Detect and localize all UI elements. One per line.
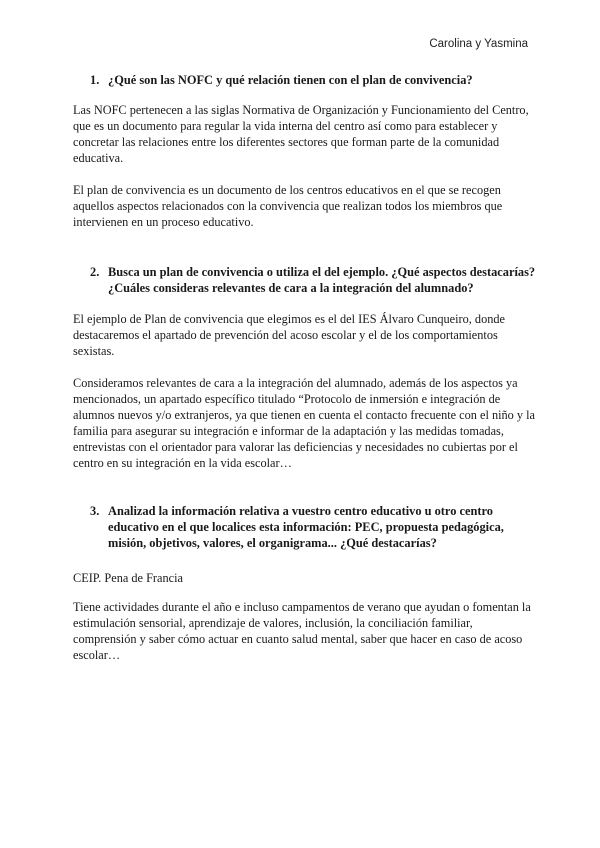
question-line: ¿Cuáles consideras relevantes de cara a la integración del alumnado?: [108, 281, 474, 295]
text-line: intervienen en un proceso educativo.: [73, 215, 254, 229]
text-line: educativa.: [73, 151, 124, 165]
question-line: Analizad la información relativa a vuestro centro educativo u otro centro: [108, 504, 493, 518]
question-line: Busca un plan de convivencia o utiliza el del ejemplo. ¿Qué aspectos destacarías?: [108, 265, 536, 279]
paragraph: [73, 311, 535, 359]
question-number: 2.: [90, 265, 100, 279]
text-line: Tiene actividades durante el año e incluso campamentos de verano que ayudan o fomentan la: [73, 600, 531, 614]
question-number: 1.: [90, 73, 100, 87]
school-name: [73, 570, 535, 586]
text-line: El plan de convivencia es un documento de los centros educativos en el que se recogen: [73, 183, 501, 197]
paragraph: [73, 599, 535, 663]
paragraph: [73, 375, 535, 471]
text-line: escolar…: [73, 648, 121, 662]
text-line: centro en su integración en la vida escolar…: [73, 456, 292, 470]
paragraph: [73, 102, 535, 166]
text-line: que es un documento para regular la vida interna del centro así como para establecer y: [73, 119, 498, 133]
text-line: CEIP. Pena de Francia: [73, 571, 183, 585]
text-line: familia para asegurar su integración e informar de la adaptación y las medidas tomadas,: [73, 424, 504, 438]
question-2-heading: [90, 264, 540, 296]
question-1-heading: [90, 72, 540, 88]
text-line: mencionados, un apartado específico titulado “Protocolo de inmersión e integración de: [73, 392, 501, 406]
header-authors: Carolina y Yasmina: [429, 38, 528, 50]
text-line: Consideramos relevantes de cara a la integración del alumnado, además de los aspectos ya: [73, 376, 518, 390]
text-line: alumnos nuevos y/o extranjeros, ya que tienen en cuenta el contacto frecuente con el niño y la: [73, 408, 535, 422]
paragraph: [73, 182, 535, 230]
text-line: aquellos aspectos relacionados con la convivencia que realizan todos los miembros que: [73, 199, 503, 213]
text-line: concretar las relaciones entre los diferentes sectores que forman parte de la comunidad: [73, 135, 500, 149]
text-line: entrevistas con el orientador para valorar las deficiencias y necesidades no cubiertas por el: [73, 440, 518, 454]
text-line: El ejemplo de Plan de convivencia que elegimos es el del IES Álvaro Cunqueiro, donde: [73, 312, 505, 326]
question-3-heading: [90, 503, 540, 551]
text-line: destacaremos el apartado de prevención del acoso escolar y el de los comportamientos: [73, 328, 498, 342]
text-line: sexistas.: [73, 344, 115, 358]
question-line: educativo en el que localices esta información: PEC, propuesta pedagógica,: [108, 520, 504, 534]
question-number: 3.: [90, 504, 100, 518]
text-line: estimulación sensorial, aprendizaje de valores, inclusión, la conciliación familiar,: [73, 616, 473, 630]
question-line: ¿Qué son las NOFC y qué relación tienen con el plan de convivencia?: [108, 73, 473, 87]
text-line: comprensión y saber cómo actuar en cuanto salud mental, saber que hacer en caso de acoso: [73, 632, 523, 646]
question-line: misión, objetivos, valores, el organigrama... ¿Qué destacarías?: [108, 536, 437, 550]
text-line: Las NOFC pertenecen a las siglas Normativa de Organización y Funcionamiento del Centro,: [73, 103, 529, 117]
